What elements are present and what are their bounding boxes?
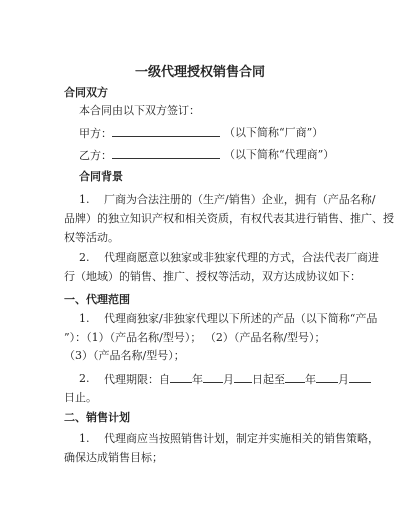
party-b-line [79, 148, 220, 162]
section2-heading: 二、销售计划 [64, 411, 130, 424]
end-day-blank [349, 372, 371, 383]
scope2-line1 [104, 372, 371, 386]
party-a-line [79, 126, 220, 140]
end-year-blank [285, 372, 305, 383]
month-unit: 月 [223, 373, 234, 386]
party-b-blank [112, 148, 220, 159]
plan1-line1: 代理商应当按照销售计划，制定并实施相关的销售策略， [104, 432, 379, 445]
background-heading: 合同背景 [79, 170, 123, 183]
start-year-blank [170, 372, 192, 383]
bg1-line1: 厂商为合法注册的（生产/销售）企业，拥有（产品名称/ [104, 193, 376, 206]
section1-heading: 一、代理范围 [64, 293, 130, 306]
start-month-blank [203, 372, 223, 383]
bg2-line2: 行（地域）的销售、推广、授权等活动，双方达成协议如下： [64, 270, 361, 283]
end-month-blank [316, 372, 338, 383]
party-a-blank [112, 126, 220, 137]
bg1-line3: 权等活动。 [64, 231, 119, 244]
bg2-line1: 代理商愿意以独家或非独家代理的方式，合法代表厂商进 [104, 251, 379, 264]
parties-heading: 合同双方 [64, 86, 108, 99]
start-day-blank [234, 372, 252, 383]
party-a-note: （以下简称“厂商”） [224, 126, 324, 139]
party-b-note: （以下简称“代理商”） [224, 148, 335, 161]
scope1-number: 1. [79, 312, 90, 325]
year-unit: 年 [305, 373, 316, 386]
scope2-number: 2. [79, 372, 90, 385]
scope2-line2: 日止。 [64, 391, 97, 404]
bg1-line2: 品牌）的独立知识产权和相关资质，有权代表其进行销售、推广、授 [64, 212, 394, 225]
month-unit: 月 [338, 373, 349, 386]
term-to-label: 日起至 [252, 373, 285, 386]
party-a-label: 甲方： [79, 127, 112, 140]
bg2-number: 2. [79, 251, 90, 264]
scope1-line1: 代理商独家/非独家代理以下所述的产品（以下简称“产品 [104, 312, 378, 325]
plan1-line2: 确保达成销售目标； [64, 451, 163, 464]
term-from-label: 代理期限：自 [104, 373, 170, 386]
document-title: 一级代理授权销售合同 [134, 65, 265, 80]
year-unit: 年 [192, 373, 203, 386]
intro-text: 本合同由以下双方签订： [79, 104, 200, 117]
plan1-number: 1. [79, 432, 90, 445]
party-b-label: 乙方： [79, 149, 112, 162]
scope1-line2: ”）：（1）（产品名称/型号）； （2）（产品名称/型号）； [64, 331, 326, 344]
bg1-number: 1. [79, 193, 90, 206]
scope1-line3: （3）（产品名称/型号）； [64, 349, 185, 362]
